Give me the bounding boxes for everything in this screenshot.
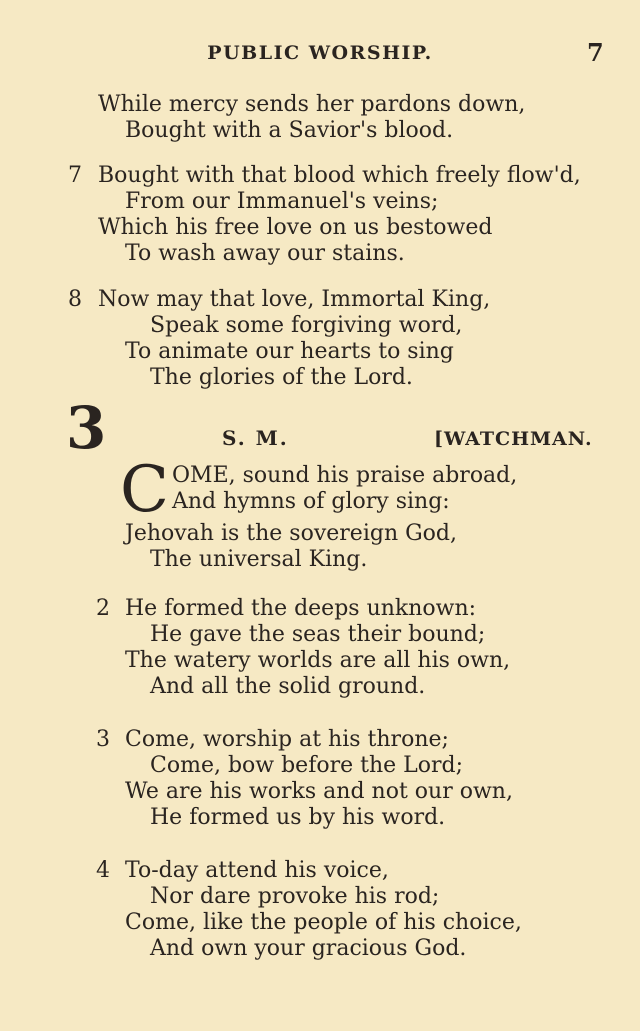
running-header: PUBLIC WORSHIP. (207, 42, 433, 64)
verse-line: To animate our hearts to sing (125, 339, 454, 364)
verse-line: To-day attend his voice, (125, 858, 389, 883)
stanza-number: 4 (96, 858, 110, 883)
verse-line: And all the solid ground. (150, 674, 426, 699)
verse-line: Come, like the people of his choice, (125, 910, 522, 935)
verse-line: While mercy sends her pardons down, (98, 92, 526, 117)
verse-line: And own your gracious God. (150, 936, 467, 961)
drop-cap: C (120, 453, 169, 527)
verse-line: To wash away our stains. (125, 241, 405, 266)
verse-line: Bought with a Savior's blood. (125, 118, 454, 143)
verse-line: Speak some forgiving word, (150, 313, 463, 338)
verse-line: The glories of the Lord. (150, 365, 413, 390)
hymn-number: 3 (66, 394, 107, 462)
verse-line: Jehovah is the sovereign God, (125, 521, 457, 546)
page-number: 7 (587, 38, 604, 67)
verse-line: He formed the deeps unknown: (125, 596, 477, 621)
stanza-number: 2 (96, 596, 110, 621)
verse-line: The universal King. (150, 547, 368, 572)
verse-line: Nor dare provoke his rod; (150, 884, 440, 909)
verse-line: From our Immanuel's veins; (125, 189, 439, 214)
verse-line: We are his works and not our own, (125, 779, 513, 804)
verse-line: Bought with that blood which freely flow'd, (98, 163, 581, 188)
verse-line: The watery worlds are all his own, (125, 648, 511, 673)
verse-line: Come, worship at his throne; (125, 727, 449, 752)
verse-line: Now may that love, Immortal King, (98, 287, 491, 312)
verse-line: Which his free love on us bestowed (98, 215, 493, 240)
verse-line: And hymns of glory sing: (172, 489, 450, 514)
verse-line: He formed us by his word. (150, 805, 446, 830)
tune-name: [WATCHMAN. (434, 428, 593, 450)
stanza-number: 8 (68, 287, 82, 312)
stanza-number: 7 (68, 163, 82, 188)
stanza-number: 3 (96, 727, 110, 752)
verse-line: Come, bow before the Lord; (150, 753, 464, 778)
verse-line: He gave the seas their bound; (150, 622, 486, 647)
hymn-meter: S. M. (222, 426, 289, 450)
verse-line: OME, sound his praise abroad, (172, 463, 518, 488)
